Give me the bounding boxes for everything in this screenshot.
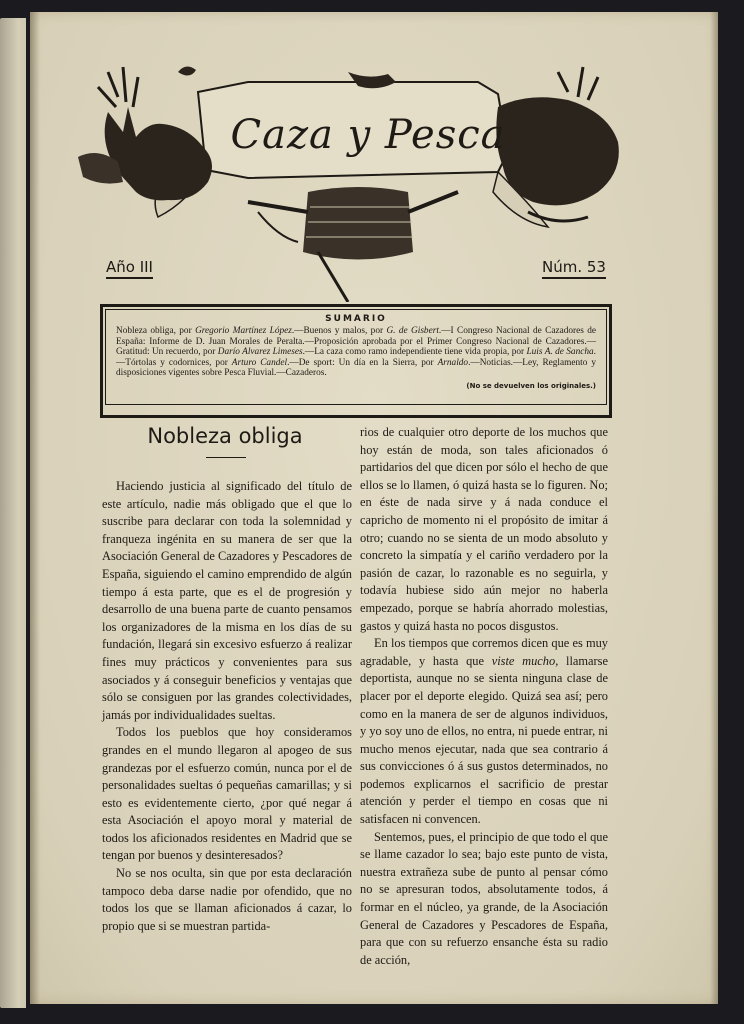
article-title: Nobleza obliga xyxy=(147,424,303,448)
magazine-title: Caza y Pesca xyxy=(230,112,506,158)
sumario-note: (No se devuelven los originales.) xyxy=(466,381,596,390)
paragraph: Sentemos, pues, el principio de que todo el que se llame cazador lo sea; bajo este punto de vista, nuestra extrañeza sube de punto al pensar cómo no se apresuran todos, absolutamente todos, á formar en el núcleo, ya grande, de la Asociación General de Cazadores y Pescadores de España, para que con su refuerzo ensanche ésta su radio de acción, xyxy=(360,829,608,967)
paragraph: Haciendo justicia al significado del título de este artículo, nadie más obligado que el que lo suscribe para declarar con toda la solemnidad y franqueza ingénita en su manera de ser que la Asociación General de Cazadores y Pescadores de España, siguiendo el camino emprendido de algún tiempo á esta parte, que es el de progresión y desarrollo de una buena parte de cuanto pensamos los organizadores de la misma en los días de su fundación, llegará sin excesivo esfuerzo á realizar fines muy prácticos y convenientes para sus asociados y á conseguir beneficios y ventajas que sólo se consiguen por las grandes colectividades, jamás por individualidades sueltas. xyxy=(102,479,352,722)
sumario-heading: SUMARIO xyxy=(325,314,387,324)
magazine-page xyxy=(30,12,718,1004)
spine-shadow xyxy=(30,12,40,1004)
facing-page-edge xyxy=(0,18,26,1008)
paragraph: rios de cualquier otro deporte de los muchos que hoy están de moda, son tales aficionados ó partidarios del que dicen por sólo el hecho de que ellos se lo llamen, ó quizá hasta se lo figuren. No; en éste de nada sirve y á nada conduce el capricho de momento ni el propósito de imitar á otro; cuando no se sienta de un modo absoluto y concreto la simpatía y el cariño verdadero por la pasión de cazar, lo razonable es no seguirla, y todavía hubiese sido aún mejor no haberla empezado, porque se habría ahorrado molestias, gastos y quizá hasta no pocos disgustos. xyxy=(360,425,608,633)
fishing-creel-icon xyxy=(248,187,458,302)
sumario-box xyxy=(100,304,612,418)
title-divider xyxy=(206,457,246,458)
paragraph: No se nos oculta, sin que por esta declaración tampoco deba darse nadie por ofendido, que no todos los que se llaman aficionados á cazar, lo propio que si se muestran partida- xyxy=(102,866,352,933)
stag-head-icon xyxy=(78,66,212,200)
article-column-left xyxy=(102,478,352,935)
article-column-right xyxy=(360,424,608,969)
paragraph: En los tiempos que corremos dicen que es muy agradable, y hasta que viste mucho, llamarse deportista, aunque no se sienta ninguna clase de placer por el deporte elegido. Quizá sea así; pero como en la manera de ser de algunos individuos, y yo soy uno de ellos, no entra, ni puede entrar, ni mucho menos ejecutar, nada que sea contrario á sus convicciones ó á sus gustos determinados, no podemos explicarnos el sacrificio de prestar atención y perder el tiempo en cosas que ni satisfacen ni convencen. xyxy=(360,636,609,827)
sumario-contents: Nobleza obliga, por Gregorio Martínez López.—Buenos y malos, por G. de Gisbert.—I Congreso Nacional de Cazadores de España: Informe de D. Juan Morales de Peralta.—Proposición aprobada por el Primer Congreso Nacional de Cazadores.—Gratitud: Un recuerdo, por Darío Alvarez Limeses.—La caza como ramo independiente tiene vida propia, por Luis A. de Sancha.—Tórtolas y codornices, por Arturo Candel.—De sport: Un día en la Sierra, por Arnaldo.—Noticias.—Ley, Reglamento y disposiciones vigentes sobre Pesca Fluvial.—Cazaderos. xyxy=(116,326,596,379)
issue-number: Núm. 53 xyxy=(542,258,606,279)
year-label: Año III xyxy=(106,258,153,279)
page-edge-shadow xyxy=(710,12,718,1004)
paragraph: Todos los pueblos que hoy consideramos grandes en el mundo llegaron al apogeo de sus grandezas por el esfuerzo común, nunca por el de personalidades sueltas ó pequeñas camarillas; y si esto es evidentemente cierto, ¿por qué negar á esta Asociación el apoyo moral y material de todos los aficionados residentes en Madrid que se tengan por buenos y desinteresados? xyxy=(102,725,352,863)
